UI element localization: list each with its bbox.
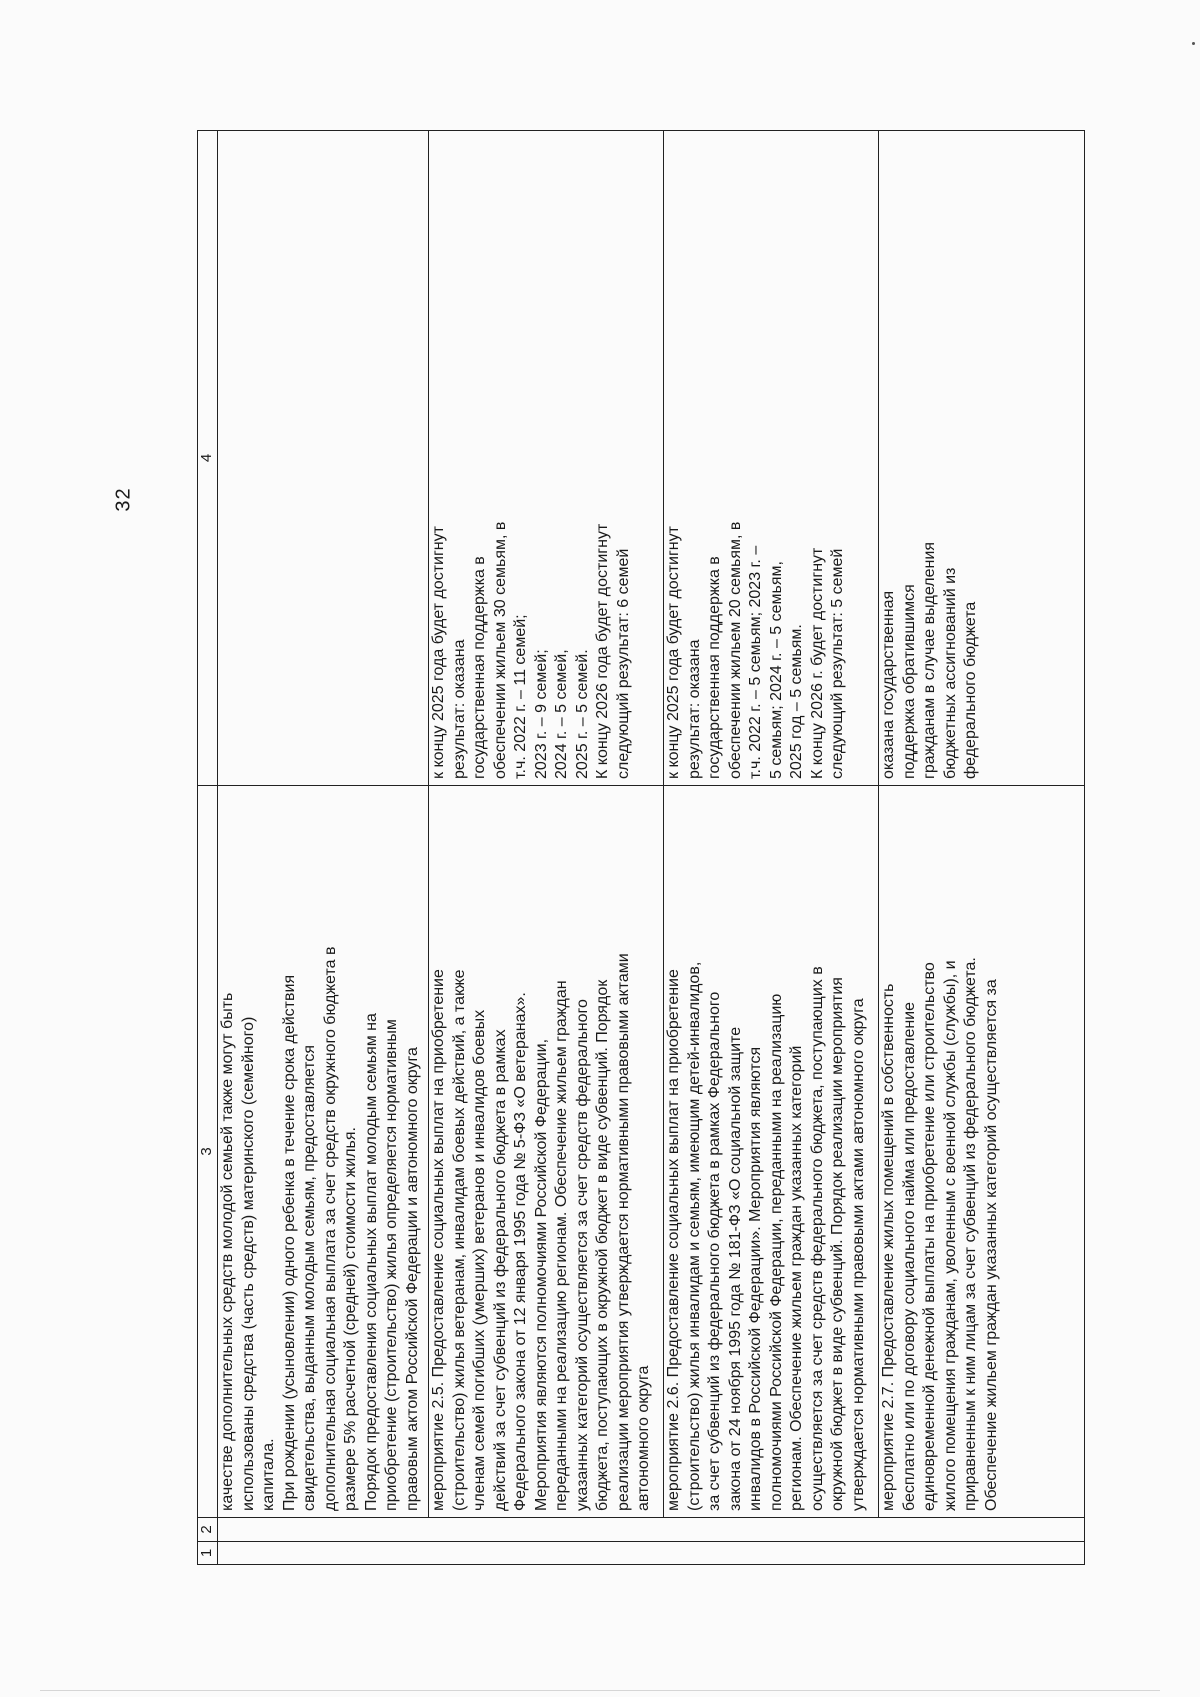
table-row	[218, 131, 429, 1565]
header-cell-1: 1	[198, 1542, 218, 1565]
measure-2-7-result-text: оказана государственная поддержка обратившимся гражданам в случае выделения бюджетных ассигнований из федерального бюджета	[879, 131, 1085, 786]
measure-2-6-text: мероприятие 2.6. Предоставление социальных выплат на приобретение (строительство) жилья инвалидам и семьям, имеющим детей-инвалидов, за счет субвенций из федерального бюджета в рамках Федерального закона от 24 ноября 1995 года № 181-ФЗ «О социальной защите инвалидов в Российской Федерации». Мероприятия являются полномочиями Российской Федерации, переданными на реализацию регионам. Обеспечение жильем граждан указанных категорий осуществляется за счет средств федерального бюджета, поступающих в окружной бюджет в виде субвенций. Порядок реализации мероприятия утверждается нормативными правовыми актами автономного округа	[664, 786, 879, 1518]
measure-2-6-result-text: к концу 2025 года будет достигнут результат: оказана государственная поддержка в обеспечении жильем 20 семьям, в т.ч. 2022 г. – 5 семьям; 2023 г. – 5 семьям; 2024 г. – 5 семьям, 2025 год – 5 семьям. К концу 2026 г. будет достигнут следующий результат: 5 семей	[664, 131, 879, 786]
table-row	[429, 131, 664, 1565]
header-cell-4: 4	[198, 131, 218, 786]
table-row	[664, 131, 879, 1565]
table-cell-col2	[218, 1518, 1085, 1542]
table-row	[879, 131, 1085, 1565]
scan-edge-line	[40, 1690, 1160, 1691]
measure-2-5-result-text: к концу 2025 года будет достигнут результат: оказана государственная поддержка в обеспечении жильем 30 семьям, в т.ч. 2022 г. – 11 семей; 2023 г. – 9 семей; 2024 г. – 5 семей, 2025 г. – 5 семей. К концу 2026 года будет достигнут следующий результат: 6 семей	[429, 131, 664, 786]
page-number: 32	[112, 487, 135, 512]
measure-2-7-text: мероприятие 2.7. Предоставление жилых помещений в собственность бесплатно или по договору социального найма или предоставление единовременной денежной выплаты на приобретение или строительство жилого помещения гражданам, уволенным с военной службы (службы), и приравненным к ним лицам за счет субвенций из федерального бюджета. Обеспечение жильем граждан указанных категорий осуществляется за	[879, 786, 1085, 1518]
table-cell-col1	[218, 1542, 1085, 1565]
table-header-row	[198, 131, 218, 1565]
measure-2-5-text: мероприятие 2.5. Предоставление социальных выплат на приобретение (строительство) жилья ветеранам, инвалидам боевых действий, а также членам семей погибших (умерших) ветеранов и инвалидов боевых действий за счет субвенций из федерального бюджета в рамках Федерального закона от 12 января 1995 года № 5-ФЗ «О ветеранах». Мероприятия являются полномочиями Российской Федерации, переданными на реализацию регионам. Обеспечение жильем граждан указанных категорий осуществляется за счет средств федерального бюджета, поступающих в окружной бюджет в виде субвенций. Порядок реализации мероприятия утверждается нормативными правовыми актами автономного округа	[429, 786, 664, 1518]
measure-2-4-continuation-text: качестве дополнительных средств молодой семьей также могут быть использованы средства (часть средств) материнского (семейного) капитала. При рождении (усыновлении) одного ребенка в течение срока действия свидетельства, выданным молодым семьям, предоставляется дополнительная социальная выплата за счет средств окружного бюджета в размере 5% расчетной (средней) стоимости жилья. Порядок предоставления социальных выплат молодым семьям на приобретение (строительство) жилья определяется нормативным правовым актом Российской Федерации и автономного округа	[218, 786, 429, 1518]
measure-2-4-result-text	[218, 131, 429, 786]
header-cell-2: 2	[198, 1518, 218, 1542]
scan-speck	[1192, 42, 1195, 45]
rotated-table-container	[197, 131, 1084, 1565]
header-cell-3: 3	[198, 786, 218, 1518]
program-measures-table	[197, 130, 1085, 1565]
